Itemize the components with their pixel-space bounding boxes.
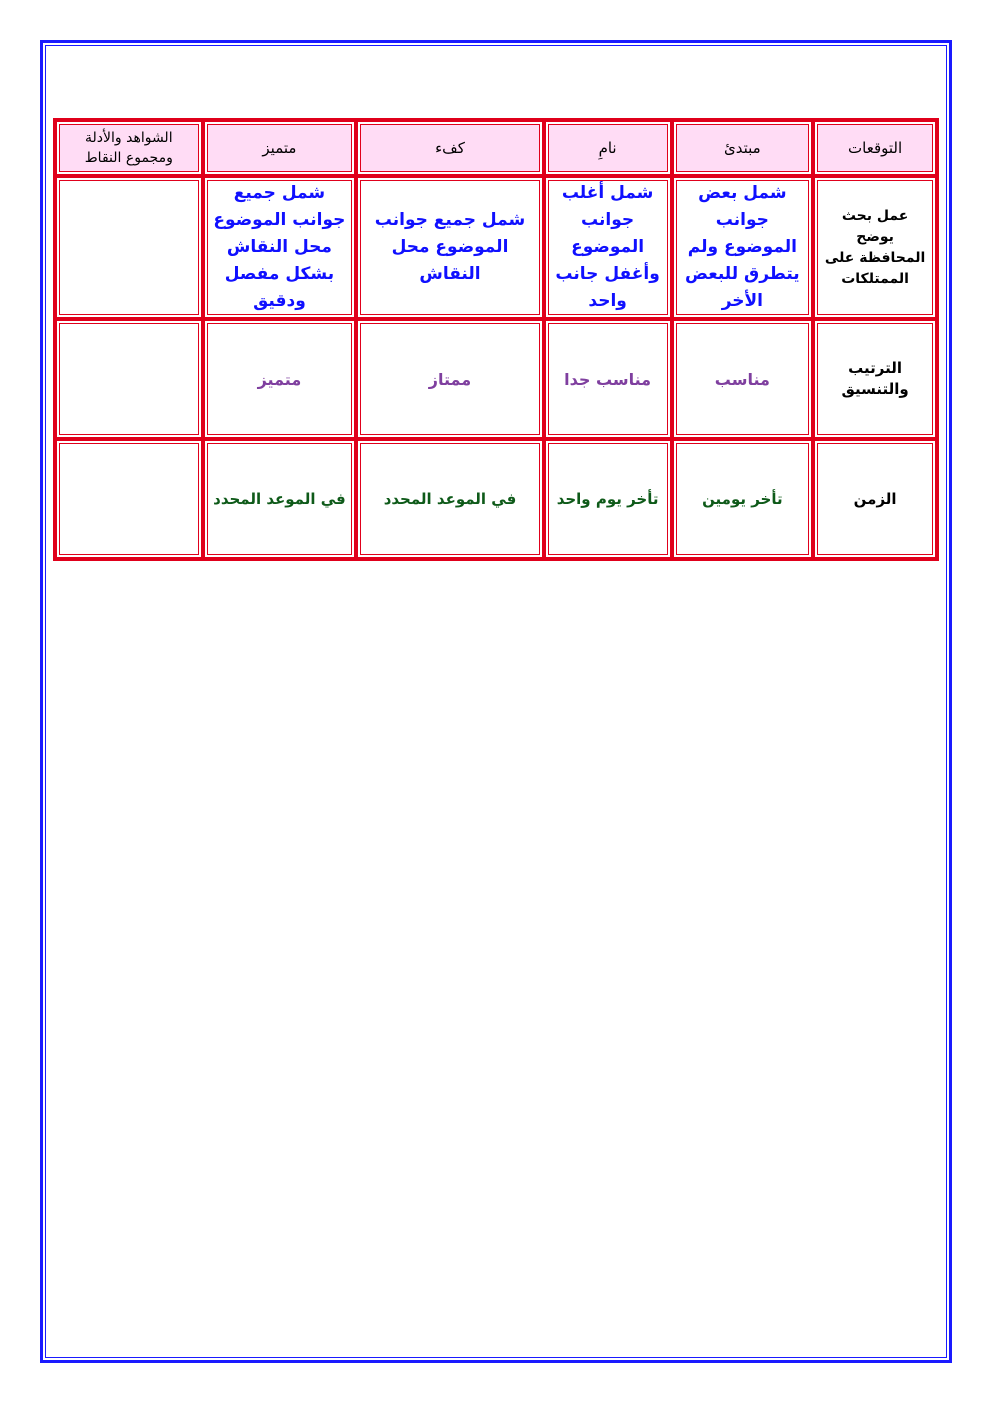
competent-cell: شمل جميع جوانب الموضوع محل النقاش — [356, 176, 543, 319]
header-distinguished: متميز — [203, 120, 357, 176]
table-row — [55, 176, 937, 319]
beginner-cell: تأخر يومين — [672, 439, 814, 559]
distinguished-cell: في الموعد المحدد — [203, 439, 357, 559]
header-expectations: التوقعات — [813, 120, 937, 176]
criterion-cell: الترتيب والتنسيق — [813, 319, 937, 439]
criterion-cell: الزمن — [813, 439, 937, 559]
distinguished-cell: متميز — [203, 319, 357, 439]
table-row — [55, 319, 937, 439]
criterion-cell: عمل بحث يوضح المحافظة على الممتلكات — [813, 176, 937, 319]
growing-cell: تأخر يوم واحد — [544, 439, 672, 559]
header-beginner: مبتدئ — [672, 120, 814, 176]
header-evidence-line1: الشواهد والأدلة — [85, 130, 173, 146]
header-competent: كفء — [356, 120, 543, 176]
evidence-cell[interactable] — [55, 319, 203, 439]
evidence-cell[interactable] — [55, 176, 203, 319]
header-row — [55, 120, 937, 176]
table-row — [55, 439, 937, 559]
header-evidence-line2: ومجموع النقاط — [84, 150, 173, 166]
beginner-cell: شمل بعض جوانب الموضوع ولم يتطرق للبعض الأخر — [672, 176, 814, 319]
growing-cell: مناسب جدا — [544, 319, 672, 439]
growing-cell: شمل أغلب جوانب الموضوع وأغفل جانب واحد — [544, 176, 672, 319]
evidence-cell[interactable] — [55, 439, 203, 559]
rubric-table — [53, 118, 939, 561]
header-evidence — [55, 120, 203, 176]
distinguished-cell: شمل جميع جوانب الموضوع محل النقاش بشكل مفصل ودقيق — [203, 176, 357, 319]
competent-cell: في الموعد المحدد — [356, 439, 543, 559]
header-growing: نامِ — [544, 120, 672, 176]
beginner-cell: مناسب — [672, 319, 814, 439]
competent-cell: ممتاز — [356, 319, 543, 439]
